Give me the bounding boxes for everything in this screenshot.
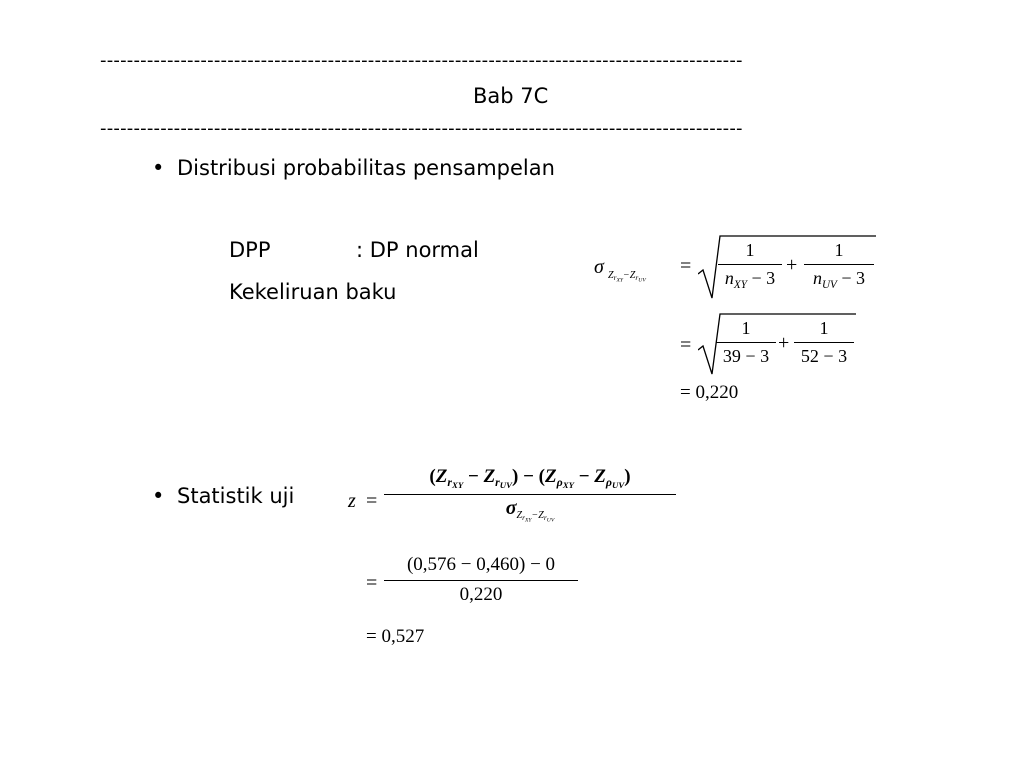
z-variable: z [348,490,356,512]
z-fraction-numeric [384,554,578,606]
sigma-result: = 0,220 [680,382,739,403]
equals-sign: = [366,490,378,512]
frac-numerator: 1 [745,240,755,260]
bullet-statistik-uji: Statistik uji [177,484,295,508]
frac-denominator: 52 − 3 [794,342,854,367]
bullet-distribusi: Distribusi probabilitas pensampelan [177,156,555,180]
frac-denominator: $n_{UV} - 3$ [804,264,874,291]
bullet-dot: • [152,156,165,180]
slide-title: Bab 7C [473,84,549,108]
frac-52 [794,318,854,367]
frac-39 [716,318,776,367]
frac-1-nxy [718,240,782,291]
header-rule-top: ------------------------------------------------------------------------------------------------ [100,50,743,71]
frac-denominator: 39 − 3 [716,342,776,367]
sigma-subscript: ZrXY−ZrUV [608,270,646,284]
header-rule-bottom: ------------------------------------------------------------------------------------------------ [100,118,743,139]
frac-1-nuv [804,240,874,291]
plus-sign: + [786,254,798,276]
equals-sign: = [680,255,692,277]
frac-denominator: $n_{XY} - 3$ [718,264,782,291]
kekeliruan-baku-label: Kekeliruan baku [229,280,397,304]
frac-denominator: 0,220 [384,580,578,606]
equals-sign: = [366,572,378,594]
sigma-formula [590,230,890,410]
bullet-dot: • [152,484,165,508]
frac-numerator: (0,576 − 0,460) − 0 [406,554,556,575]
sigma-symbol: σ [594,256,604,278]
plus-sign: + [778,332,790,354]
frac-numerator: 1 [834,240,844,260]
z-numerator: $(Z_{rXY} - Z_{rUV}) - (Z_{\rho XY} - Z_{\rho UV})$ [429,466,631,491]
dpp-value: : DP normal [356,238,479,262]
z-fraction [384,466,676,523]
z-denominator: $\sigma_{ZrXY-ZrUV}$ [384,494,676,523]
dpp-label: DPP [229,238,271,262]
z-formula [340,462,700,662]
z-result: = 0,527 [366,626,425,647]
equals-sign: = [680,334,692,356]
frac-numerator: 1 [741,318,751,338]
frac-numerator: 1 [819,318,829,338]
